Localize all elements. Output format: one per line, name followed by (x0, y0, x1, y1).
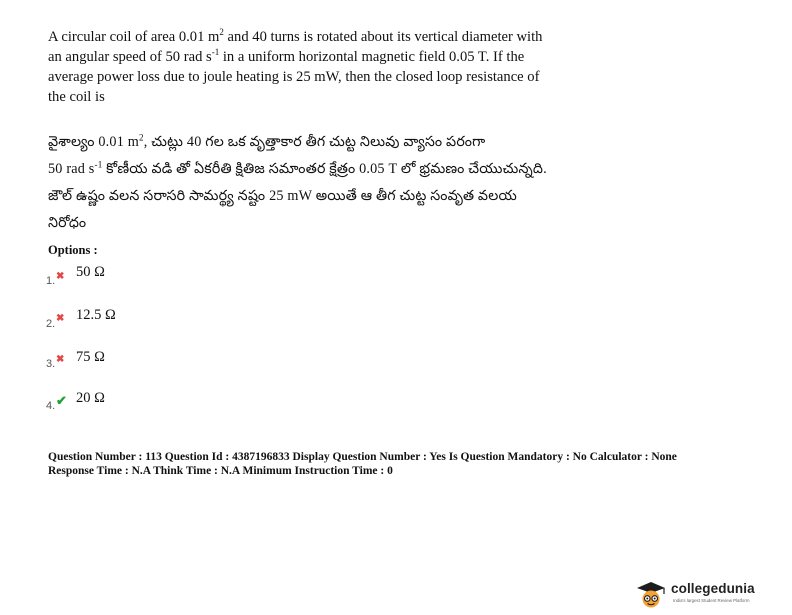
meta-line: Response Time : N.A Think Time : N.A Minimum Instruction Time : 0 (48, 465, 393, 477)
question-line: వైశాల్యం 0.01 $m^2$, చుట్లు 40 గల ఒక వృత్తాకార తీగ చుట్ట నిలువు వ్యాసం పరంగా (48, 132, 486, 150)
question-meta (48, 450, 748, 478)
option-number: 3. (46, 358, 56, 370)
question-line: నిరోధం (48, 215, 87, 231)
check-icon: ✔ (56, 393, 67, 408)
question-line: 50 rad $s^{-1}$ కోణీయ వడి తో ఏకరీతి క్షితిజ సమాంతర క్షేత్రం 0.05 T లో భ్రమణం చేయుచున్నది. (48, 159, 547, 177)
question-line: జౌల్ ఉష్ణం వలన సరాసరి సామర్థ్య నష్టం 25 mW అయితే ఆ తీగ చుట్ట సంవృత వలయ (48, 188, 517, 204)
cross-icon: ✖ (56, 313, 65, 324)
logo-name: collegedunia (671, 581, 755, 596)
graduate-mascot-icon (633, 580, 669, 610)
cross-icon: ✖ (56, 271, 65, 282)
option-text: 50 Ω (76, 264, 105, 280)
logo-tagline: India's largest Student Review Platform (673, 598, 750, 603)
option-number: 4. (46, 400, 56, 412)
question-text-english (48, 27, 578, 107)
cross-icon: ✖ (56, 354, 65, 365)
question-line: an angular speed of 50 rad $s^{-1}$ in a uniform horizontal magnetic field 0.05 T. If the (48, 47, 525, 65)
question-line: average power loss due to joule heating is 25 mW, then the closed loop resistance of (48, 69, 540, 85)
options-label: Options : (48, 243, 98, 257)
option-number: 1. (46, 275, 56, 287)
option-text: 20 Ω (76, 390, 105, 406)
option-text: 12.5 Ω (76, 307, 116, 323)
option-text: 75 Ω (76, 349, 105, 365)
question-text-telugu (48, 129, 588, 237)
question-line: the coil is (48, 89, 105, 105)
question-line: A circular coil of area 0.01 $m^2$ and 40 turns is rotated about its vertical diameter with (48, 27, 543, 45)
option-number: 2. (46, 318, 56, 330)
meta-line: Question Number : 113 Question Id : 4387196833 Display Question Number : Yes Is Question Mandatory : No Calculator : None (48, 451, 677, 463)
collegedunia-logo (633, 580, 788, 610)
